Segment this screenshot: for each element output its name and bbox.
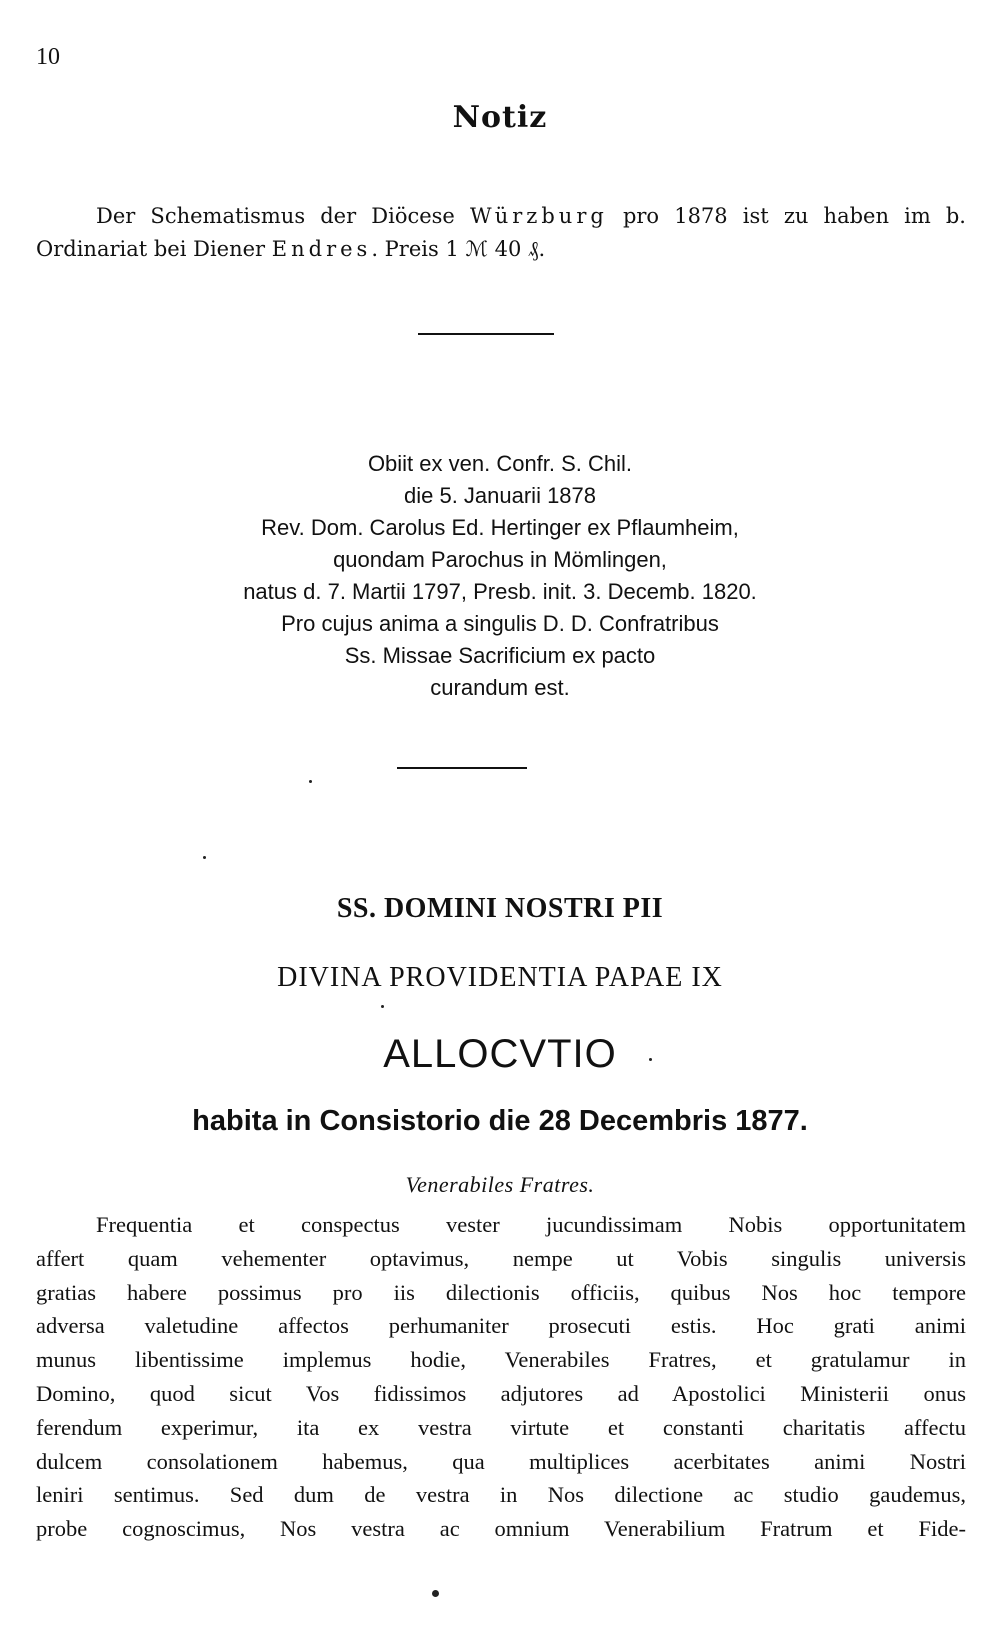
- body-line: Frequentia et conspectus vester jucundissimam Nobis opportunitatem: [96, 1212, 966, 1237]
- obituary-line: Obiit ex ven. Confr. S. Chil.: [367, 451, 633, 476]
- allocution-heading-line-2: DIVINA PROVIDENTIA PAPAE IX: [277, 962, 723, 993]
- obituary-block: [0, 448, 1000, 704]
- body-line: dulcem consolationem habemus, qua multiplices acerbitates animi Nostri: [36, 1448, 966, 1474]
- obituary-line: Ss. Missae Sacrificium ex pacto: [344, 643, 656, 668]
- obituary-line: natus d. 7. Martii 1797, Presb. init. 3. Decemb. 1820.: [243, 579, 757, 604]
- scan-speck: [203, 856, 206, 859]
- body-line: Domino, quod sicut Vos fidissimos adjutores ad Apostolici Ministerii onus: [36, 1380, 966, 1406]
- body-line: munus libentissime implemus hodie, Venerabiles Fratres, et gratulamur in: [36, 1347, 966, 1373]
- scan-speck: [649, 1058, 652, 1061]
- notice-paragraph: [36, 200, 966, 266]
- notice-line-2: [36, 233, 966, 266]
- body-line: affert quam vehementer optavimus, nempe ut Vobis singulis universis: [36, 1245, 966, 1271]
- body-line: ferendum experimur, ita ex vestra virtute et constanti charitatis affectu: [36, 1414, 966, 1440]
- scan-speck: [309, 780, 312, 783]
- allocution-heading-line-1: SS. DOMINI NOSTRI PII: [336, 893, 664, 924]
- divider-rule-2: [397, 767, 527, 769]
- notice-servant-name: Endres: [271, 237, 372, 261]
- body-line: gratias habere possimus pro iis dilectionis officiis, quibus Nos hoc tempore: [36, 1279, 966, 1305]
- body-line: leniri sentimus. Sed dum de vestra in Nos dilectione ac studio gaudemus,: [36, 1482, 966, 1508]
- notice-line-1-start: Der Schematismus der Diöcese: [96, 204, 455, 228]
- notice-city: Würzburg: [470, 204, 608, 228]
- allocution-body: [36, 1208, 966, 1546]
- obituary-line: quondam Parochus in Mömlingen,: [333, 547, 667, 572]
- allocution-title: ALLOCVTIO: [383, 1032, 617, 1076]
- notice-line-1-end: pro 1878 ist zu haben im b.: [622, 204, 966, 228]
- allocution-salutation: Venerabiles Fratres.: [405, 1172, 595, 1197]
- scan-speck: [381, 1005, 384, 1008]
- page-number: 10: [36, 44, 60, 70]
- body-line: adversa valetudine affectos perhumaniter prosecuti estis. Hoc grati animi: [36, 1313, 966, 1339]
- obituary-line: Rev. Dom. Carolus Ed. Hertinger ex Pflaumheim,: [261, 515, 739, 540]
- obituary-line: Pro cujus anima a singulis D. D. Confratribus: [281, 611, 719, 636]
- notice-price: . Preis 1 ℳ 40 ₰.: [371, 237, 546, 261]
- scan-speck: [432, 1590, 439, 1597]
- notice-line-1: [36, 200, 966, 233]
- notice-heading: Notiz: [452, 100, 548, 135]
- body-line: probe cognoscimus, Nos vestra ac omnium Venerabilium Fratrum et Fide-: [36, 1516, 966, 1542]
- obituary-line: die 5. Januarii 1878: [403, 483, 597, 508]
- obituary-line: curandum est.: [430, 675, 570, 700]
- divider-rule-1: [418, 333, 554, 335]
- allocution-subtitle: habita in Consistorio die 28 Decembris 1877.: [192, 1105, 808, 1137]
- notice-line-2-start: Ordinariat bei Diener: [36, 237, 266, 261]
